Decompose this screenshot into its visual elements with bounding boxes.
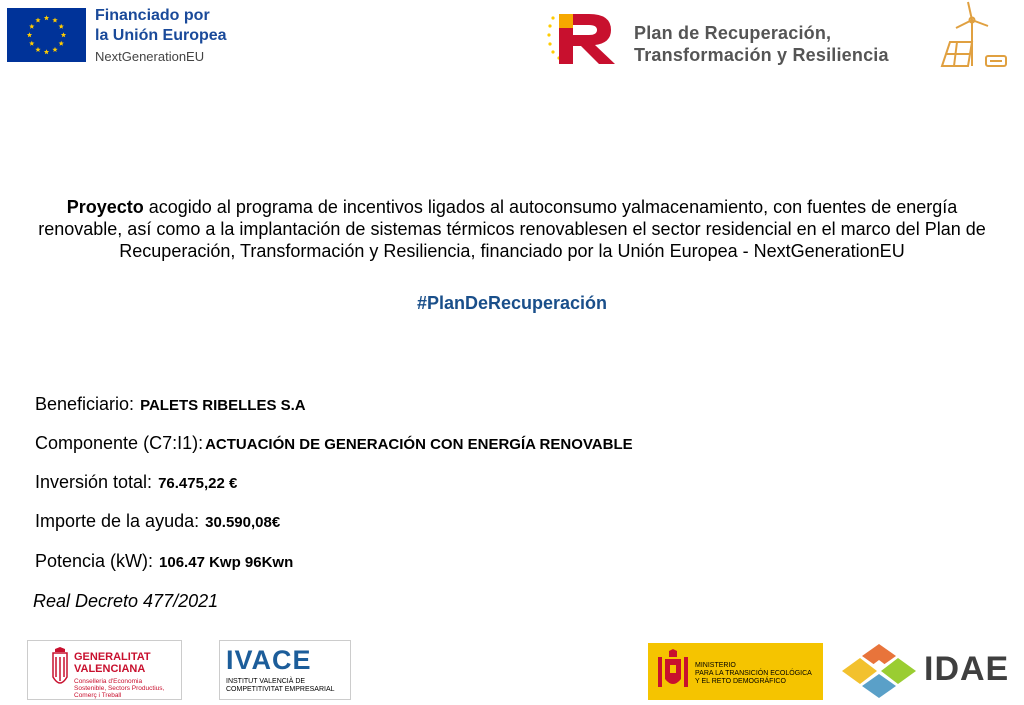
inversion-value: 76.475,22 €: [158, 475, 238, 492]
prtr-title-line2: Transformación y Resiliencia: [634, 45, 889, 65]
project-lead: Proyecto: [66, 197, 144, 217]
spain-coat-of-arms-icon: [656, 649, 690, 695]
project-description: [28, 196, 996, 262]
idae-wordmark: IDAE: [924, 650, 1010, 688]
beneficiario-row: [35, 394, 306, 415]
ayuda-value: 30.590,08€: [205, 514, 281, 531]
gv-sub-line3: Comerç i Treball: [74, 692, 122, 699]
ivace-name: IVACE: [226, 645, 312, 675]
gv-name-line1: GENERALITAT: [74, 651, 151, 663]
ayuda-label: Importe de la ayuda:: [35, 511, 200, 531]
project-description-text: acogido al programa de incentivos ligados al autoconsumo yalmacenamiento, con fuentes de energía renovable, así como a la implantación de sistemas térmicos renovablesen el sector residencial en el marco del Plan de Recuperación, Transformación y Resiliencia, financiado por la Unión Europea - NextGenerationEU: [38, 197, 986, 261]
inversion-label: Inversión total:: [35, 472, 153, 492]
componente-value: ACTUACIÓN DE GENERACIÓN CON ENERGÍA RENOVABLE: [205, 436, 633, 453]
ayuda-row: [35, 511, 280, 532]
beneficiario-value: PALETS RIBELLES S.A: [140, 397, 306, 414]
eu-funding-line2: la Unión Europea: [95, 27, 227, 44]
ivace-sub-line2: COMPETITIVITAT EMPRESARIAL: [226, 686, 335, 693]
inversion-row: [35, 472, 237, 493]
componente-label: Componente (C7:I1):: [35, 433, 204, 453]
potencia-row: [35, 551, 293, 572]
eu-flag-logo: [7, 8, 86, 62]
idae-logo-icon: [838, 642, 920, 700]
gv-name-line2: VALENCIANA: [74, 663, 146, 675]
eu-nextgen-label: NextGenerationEU: [95, 49, 205, 64]
ministerio-line2: PARA LA TRANSICIÓN ECOLÓGICA: [695, 670, 812, 677]
gv-sub-line1: Conselleria d'Economia: [74, 678, 143, 685]
real-decreto: Real Decreto 477/2021: [33, 591, 219, 611]
potencia-value: 106.47 Kwp 96Kwn: [159, 554, 294, 571]
ministerio-line1: MINISTERIO: [695, 662, 736, 669]
ministerio-line3: Y EL RETO DEMOGRÁFICO: [695, 678, 786, 685]
hashtag-plan: #PlanDeRecuperación: [416, 293, 608, 313]
potencia-label: Potencia (kW):: [35, 551, 154, 571]
renewable-energy-icon: [938, 0, 1010, 70]
prtr-logo: [545, 8, 617, 66]
ivace-sub-line1: INSTITUT VALENCIÀ DE: [226, 678, 306, 685]
gv-crest-icon: [50, 647, 70, 691]
generalitat-valenciana-logo: [27, 640, 182, 700]
ivace-logo: [219, 640, 351, 700]
eu-funding-line1: Financiado por: [95, 7, 210, 24]
prtr-title-line1: Plan de Recuperación,: [634, 23, 832, 43]
ministerio-logo: [648, 643, 823, 700]
componente-row: [35, 433, 633, 454]
beneficiario-label: Beneficiario:: [35, 394, 135, 414]
gv-sub-line2: Sostenible, Sectors Productius,: [74, 685, 165, 692]
